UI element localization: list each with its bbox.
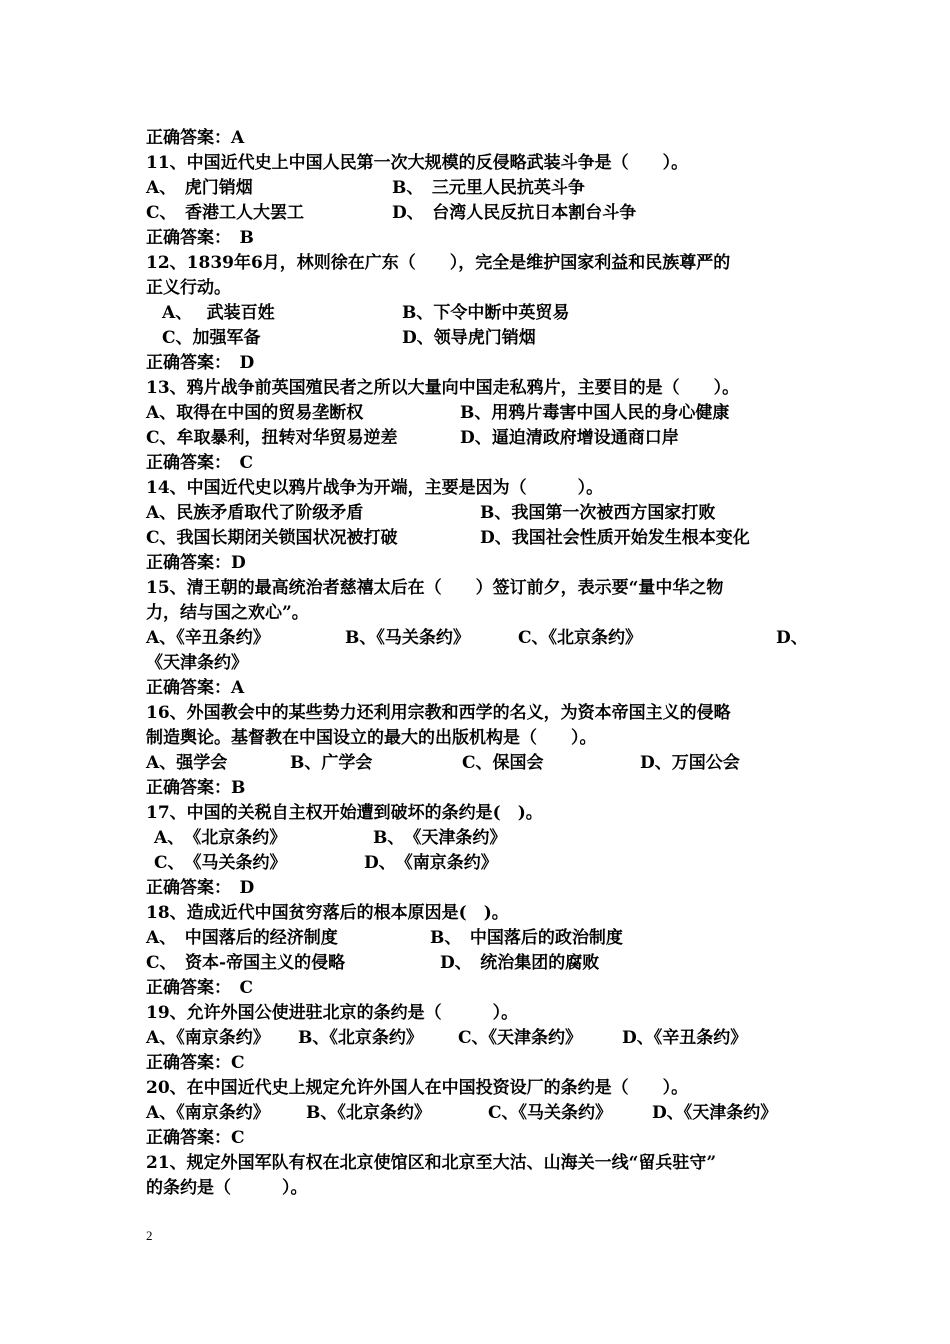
- option-c: C、《天津条约》: [458, 1028, 583, 1048]
- answer-line: 正确答案：C: [146, 1053, 245, 1073]
- option-a: A、 中国落后的经济制度: [146, 928, 338, 948]
- question-line: 18、造成近代中国贫穷落后的根本原因是( )。: [146, 903, 509, 923]
- option-c: C、《马关条约》: [488, 1103, 613, 1123]
- option-c: C、 《马关条约》: [154, 853, 287, 873]
- option-a: A、强学会: [146, 753, 228, 773]
- option-d: D、《辛丑条约》: [622, 1028, 748, 1048]
- option-c: C、 香港工人大罢工: [146, 203, 305, 223]
- option-c: C、保国会: [462, 753, 544, 773]
- question-line: 17、中国的关税自主权开始遭到破坏的条约是( )。: [146, 803, 543, 823]
- page-number: 2: [146, 1228, 153, 1243]
- option-d: D、: [776, 628, 808, 648]
- option-c: C、我国长期闭关锁国状况被打破: [146, 528, 398, 548]
- option-d: D、《天津条约》: [652, 1103, 778, 1123]
- option-a: A、 虎门销烟: [146, 178, 253, 198]
- question-line: 21、规定外国军队有权在北京使馆区和北京至大沽、山海关一线“留兵驻守”: [146, 1153, 717, 1173]
- answer-line: 正确答案：A: [146, 678, 245, 698]
- option-c: C、加强军备: [162, 328, 261, 348]
- option-a: A、《南京条约》: [146, 1028, 270, 1048]
- option-d: D、领导虎门销烟: [402, 328, 536, 348]
- option-a: A、《辛丑条约》: [146, 628, 270, 648]
- option-a: A、取得在中国的贸易垄断权: [146, 403, 364, 423]
- option-b: B、《北京条约》: [306, 1103, 431, 1123]
- answer-line: 正确答案： C: [146, 453, 254, 473]
- question-line: 11、中国近代史上中国人民第一次大规模的反侵略武装斗争是（ ）。: [146, 153, 689, 173]
- option-d: D、 统治集团的腐败: [440, 953, 600, 973]
- question-line: 12、1839年6月，林则徐在广东（ ），完全是维护国家利益和民族尊严的: [146, 253, 731, 273]
- answer-line: 正确答案： D: [146, 878, 255, 898]
- answer-line: 正确答案： B: [146, 228, 254, 248]
- answer-line: 正确答案：D: [146, 553, 246, 573]
- question-line: 14、中国近代史以鸦片战争为开端，主要是因为（ ）。: [146, 478, 604, 498]
- question-line: 正义行动。: [146, 278, 231, 298]
- question-line: 13、鸦片战争前英国殖民者之所以大量向中国走私鸦片，主要目的是（ ）。: [146, 378, 740, 398]
- question-line: 力，结与国之欢心”。: [146, 603, 309, 623]
- option-b: B、 三元里人民抗英斗争: [392, 178, 585, 198]
- option-b: B、 中国落后的政治制度: [430, 928, 623, 948]
- option-b: B、用鸦片毒害中国人民的身心健康: [460, 403, 730, 423]
- option-b: B、 《天津条约》: [373, 828, 507, 848]
- option-d: D、万国公会: [640, 753, 740, 773]
- question-line: 的条约是（ ）。: [146, 1178, 308, 1198]
- option-a: A、 《北京条约》: [154, 828, 287, 848]
- option-c: C、牟取暴利，扭转对华贸易逆差: [146, 428, 398, 448]
- option-b: B、《马关条约》: [345, 628, 470, 648]
- option-d: D、 台湾人民反抗日本割台斗争: [392, 203, 637, 223]
- question-line: 15、清王朝的最高统治者慈禧太后在（ ）签订前夕，表示要“量中华之物: [146, 578, 724, 598]
- option-b: B、《北京条约》: [298, 1028, 423, 1048]
- option-b: B、广学会: [290, 753, 373, 773]
- answer-line: 正确答案： D: [146, 353, 255, 373]
- option-b: B、下令中断中英贸易: [402, 303, 570, 323]
- option-c: C、 资本-帝国主义的侵略: [146, 953, 346, 973]
- question-line: 制造舆论。基督教在中国设立的最大的出版机构是（ ）。: [146, 728, 597, 748]
- option-c: C、《北京条约》: [518, 628, 643, 648]
- option-d: D、我国社会性质开始发生根本变化: [480, 528, 750, 548]
- option-a: A、 武装百姓: [162, 303, 275, 323]
- question-line: 19、允许外国公使进驻北京的条约是（ ）。: [146, 1003, 519, 1023]
- answer-line: 正确答案： C: [146, 978, 254, 998]
- question-line: 20、在中国近代史上规定允许外国人在中国投资设厂的条约是（ ）。: [146, 1078, 689, 1098]
- question-line: 16、外国教会中的某些势力还利用宗教和西学的名义，为资本帝国主义的侵略: [146, 703, 731, 723]
- option-d: D、逼迫清政府增设通商口岸: [460, 428, 679, 448]
- option-a: A、《南京条约》: [146, 1103, 270, 1123]
- option-b: B、我国第一次被西方国家打败: [480, 503, 716, 523]
- option-d-continued: 《天津条约》: [146, 653, 248, 673]
- answer-line: 正确答案：C: [146, 1128, 245, 1148]
- option-d: D、 《南京条约》: [364, 853, 498, 873]
- option-a: A、民族矛盾取代了阶级矛盾: [146, 503, 364, 523]
- answer-line: 正确答案：A: [146, 128, 245, 148]
- answer-line: 正确答案：B: [146, 778, 246, 798]
